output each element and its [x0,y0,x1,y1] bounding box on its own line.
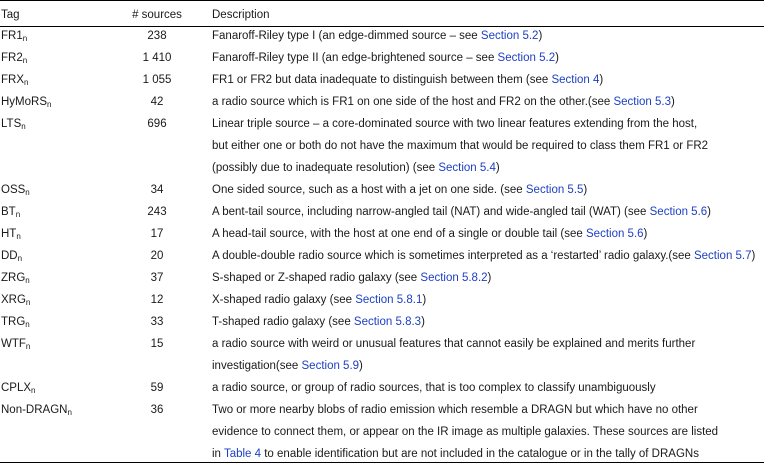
description-line [212,377,656,399]
description-text-tail: ) [555,52,559,64]
row-source-count: 34 [150,184,164,196]
row-tag-subscript: n [25,276,30,285]
row-tag-name: Non-DRAGN [1,404,68,416]
row-tag [1,311,30,333]
row-tag [1,69,28,91]
table-header [0,0,764,27]
row-tag-name: WTF [1,338,26,350]
header-sources: # sources [132,9,182,21]
row-tag-name: FRX [1,74,24,86]
row-tag-subscript: n [67,408,72,417]
row-description [212,399,718,465]
description-text: One sided source, such as a host with a jet on one side. (see [212,184,526,196]
row-tag [1,201,20,223]
row-source-count: 59 [150,382,164,394]
section-link[interactable]: Section 5.5 [525,184,584,196]
table-row [0,333,764,377]
section-link[interactable]: Section 5.4 [438,162,496,174]
description-text: (possibly due to inadequate resolution) (see [212,162,439,174]
row-tag-subscript: n [25,342,31,351]
row-source-count: 36 [150,404,164,416]
description-text-tail: ) [643,228,648,240]
description-text: A bent-tail source, including narrow-angled tail (NAT) and wide-angled tail (WAT) (see [212,206,650,218]
description-text-tail: ) [495,162,500,174]
description-line [212,267,491,289]
description-line [212,179,587,201]
description-text-tail: to enable identification but are not included in the catalogue or in the tally of DRAGNs [261,448,699,460]
row-tag-name: OSS [1,184,26,196]
row-tag [1,91,51,113]
row-source-count: 17 [150,228,164,240]
description-line [212,135,708,157]
section-link[interactable]: Section 5.2 [480,30,539,42]
header-tag: Tag [1,9,20,21]
section-link[interactable]: Section 5.3 [613,96,672,108]
row-tag-name: HT [1,228,17,240]
description-line [212,69,603,91]
row-tag [1,179,30,201]
section-link[interactable]: Section 5.8.1 [355,294,423,306]
row-source-count: 1 055 [142,74,172,86]
description-text-tail: ) [359,360,363,372]
table-row [0,69,764,91]
description-text: S-shaped or Z-shaped radio galaxy (see [212,272,421,284]
section-link[interactable]: Section 5.6 [586,228,644,240]
row-description [212,377,656,399]
row-source-count: 696 [147,118,167,130]
row-tag-name: LTS [1,118,22,130]
row-description [212,113,708,179]
row-tag-subscript: n [22,56,28,65]
row-tag-subscript: n [22,34,28,43]
row-tag-subscript: n [24,78,29,87]
description-text: A head-tail source, with the host at one end of a single or double tail (see [212,228,586,240]
row-tag-subscript: n [15,210,21,219]
section-link[interactable]: Section 5.2 [497,52,556,64]
description-line [212,333,695,355]
row-source-count: 15 [150,338,164,350]
row-description [212,91,675,113]
description-text: FR1 or FR2 but data inadequate to distinguish between them (see [212,74,552,86]
description-text-tail: ) [422,294,427,306]
description-text: a radio source which is FR1 on one side of the host and FR2 on the other.(see [212,96,614,108]
description-text-tail: ) [707,206,712,218]
row-description [212,69,603,91]
row-description [212,201,711,223]
row-tag [1,25,27,47]
row-source-count: 243 [147,206,167,218]
description-line [212,25,542,47]
description-line [212,157,708,179]
row-tag-subscript: n [25,298,31,307]
table-row [0,47,764,69]
table-row [0,399,764,465]
row-source-count: 238 [147,30,167,42]
row-source-count: 42 [150,96,164,108]
description-text-tail: ) [751,250,756,262]
description-text-tail: ) [538,30,543,42]
row-tag [1,377,36,399]
row-tag-subscript: n [31,386,36,395]
table-row [0,25,764,47]
row-tag-subscript: n [47,100,52,109]
row-tag-subscript: n [21,122,26,131]
description-text: T-shaped radio galaxy (see [212,316,354,328]
row-tag-name: TRG [1,316,26,328]
section-link[interactable]: Section 5.7 [693,250,752,262]
row-source-count: 12 [150,294,164,306]
table-row [0,377,764,399]
description-line [212,223,647,245]
row-description [212,267,491,289]
description-line [212,355,695,377]
description-line [212,201,711,223]
description-text: X-shaped radio galaxy (see [212,294,356,306]
description-text: A double-double radio source which is sometimes interpreted as a ‘restarted’ radio galaxy.(see [212,250,694,262]
table-row [0,179,764,201]
row-description [212,223,647,245]
description-text: but either one or both do not have the maximum that would be required to class them FR1 or FR2 [212,140,709,152]
row-description [212,245,755,267]
row-source-count: 37 [150,272,164,284]
row-source-count: 20 [150,250,164,262]
row-tag [1,267,30,289]
row-tag-subscript: n [17,254,23,263]
table-row [0,201,764,223]
row-tag [1,47,27,69]
row-tag [1,223,21,245]
description-text: Linear triple source – a core-dominated source with two linear features extending from the host, [212,118,698,130]
row-source-count: 33 [150,316,164,328]
table-row [0,267,764,289]
description-text-tail: ) [421,316,425,328]
section-link[interactable]: Section 5.8.3 [353,316,422,328]
description-text-tail: ) [583,184,588,196]
row-description [212,311,425,333]
description-line [212,245,755,267]
description-text: Fanaroff-Riley type I (an edge-dimmed source – see [212,30,481,42]
row-description [212,47,559,69]
section-link[interactable]: Table 4 [223,448,262,460]
description-text-tail: ) [671,96,675,108]
header-description: Description [212,9,270,21]
description-text-tail: ) [487,272,492,284]
table-row [0,245,764,267]
row-description [212,179,587,201]
row-tag-name: HyMoRS [1,96,48,108]
section-link[interactable]: Section 5.6 [649,206,708,218]
table-row [0,91,764,113]
description-text: a radio source with weird or unusual features that cannot easily be explained and merits further [212,338,696,350]
row-tag-name: BT [1,206,16,218]
row-tag-name: CPLX [1,382,32,394]
row-tag-subscript: n [25,320,30,329]
row-description [212,333,695,377]
description-text: investigation(see [212,360,302,372]
description-text: in [212,448,224,460]
description-line [212,289,426,311]
description-line [212,399,718,421]
description-line [212,91,675,113]
description-text-tail: ) [599,74,604,86]
row-tag [1,113,26,135]
row-tag [1,399,72,421]
row-tag [1,333,30,355]
row-source-count: 1 410 [142,52,172,64]
description-text: a radio source, or group of radio sources, that is too complex to classify unambiguously [212,382,656,394]
section-link[interactable]: Section 5.8.2 [420,272,488,284]
row-tag [1,245,22,267]
section-link[interactable]: Section 5.9 [301,360,360,372]
table-row [0,223,764,245]
row-tag [1,289,30,311]
description-line [212,421,718,443]
table-row [0,311,764,333]
row-tag-name: FR2 [1,52,23,64]
row-description [212,289,426,311]
row-tag-subscript: n [16,232,21,241]
table-row [0,289,764,311]
section-link[interactable]: Section 4 [551,74,600,86]
description-text: Fanaroff-Riley type II (an edge-brightened source – see [212,52,498,64]
description-line [212,47,559,69]
description-line [212,113,708,135]
description-line [212,311,425,333]
row-tag-name: ZRG [1,272,26,284]
row-tag-name: DD [1,250,18,262]
row-tag-name: FR1 [1,30,23,42]
description-text: evidence to connect them, or appear on the IR image as multiple galaxies. These sources are listed [212,426,719,438]
table-row [0,113,764,179]
description-text: Two or more nearby blobs of radio emission which resemble a DRAGN but which have no other [212,404,698,416]
row-tag-name: XRG [1,294,26,306]
row-tag-subscript: n [25,188,30,197]
row-description [212,25,542,47]
